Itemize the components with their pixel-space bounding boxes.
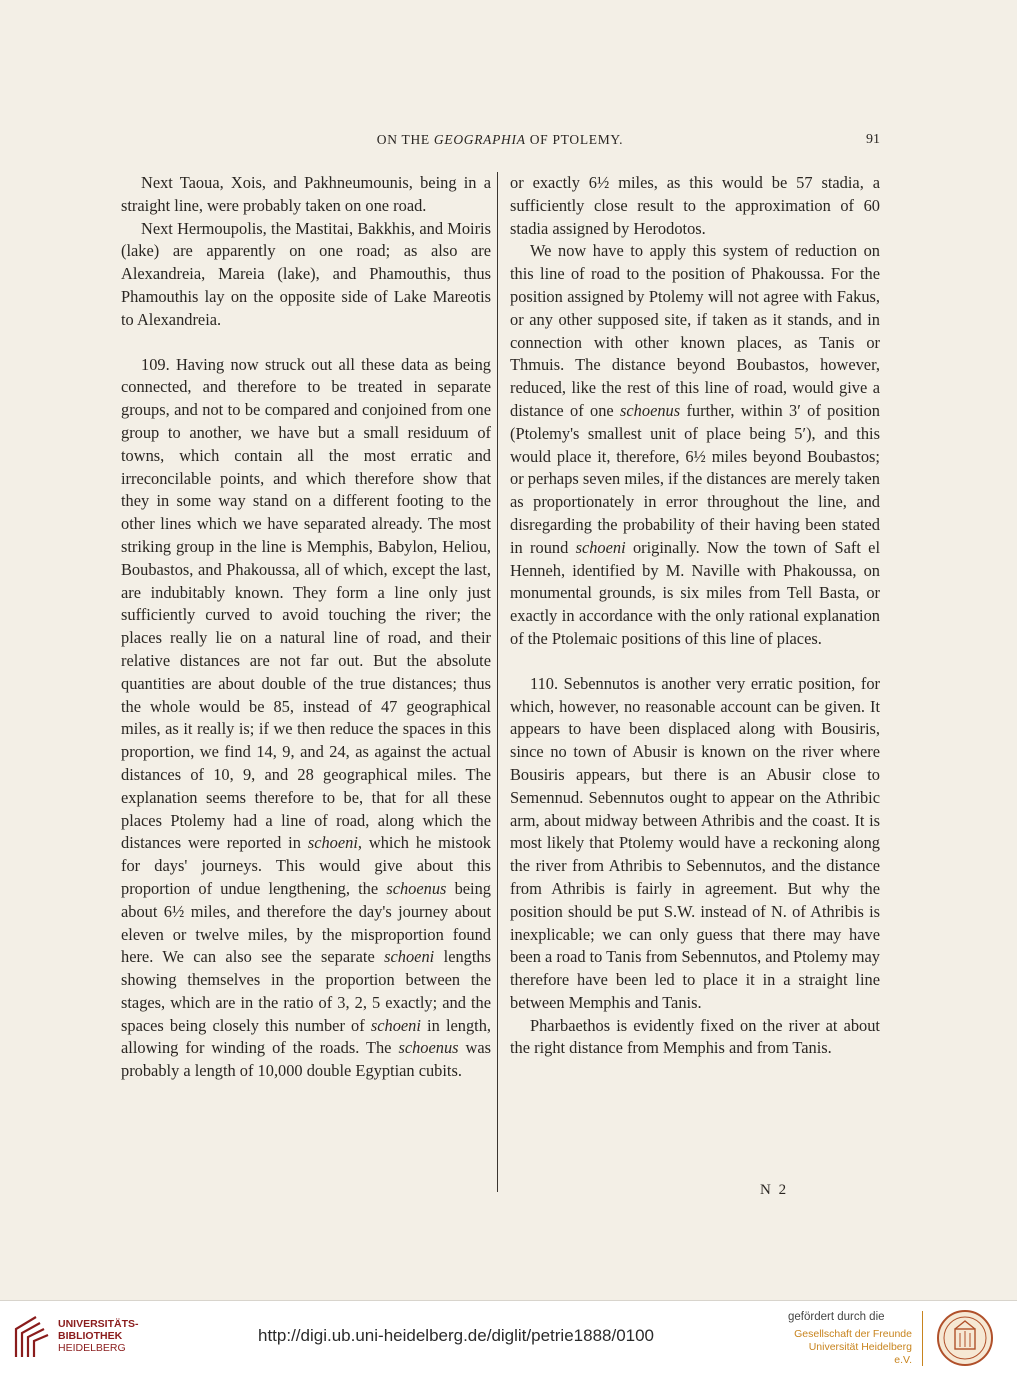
text-run: further, within 3′ of position (Ptolemy's smallest unit of place being 5′), and this would place it, therefore, 6½ miles beyond Boubastos; or perhaps seven miles, if the distances are merely taken as proportionately in error throughout the line, and disregarding the probability of their having been stated in round — [510, 400, 880, 557]
paragraph-continuation: or exactly 6½ miles, as this would be 57 stadia, a sufficiently close result to the approximation of 60 stadia assigned by Herodotos. — [510, 173, 880, 238]
running-title-pre: ON THE — [376, 132, 434, 147]
text-run: being about 6½ miles, and therefore the day's journey about eleven or twelve miles, by the misproportion found here. We can also see the separate — [121, 878, 491, 967]
sponsor-line: Gesellschaft der Freunde — [794, 1328, 912, 1340]
text-run: in length, allowing for winding of the roads. The — [121, 1015, 492, 1058]
library-name-line: HEIDELBERG — [58, 1342, 126, 1354]
running-title — [120, 132, 880, 148]
column-divider — [497, 172, 498, 1192]
italic-term: schoenus — [398, 1038, 459, 1058]
paragraph-pharbaethos: Pharbaethos is evidently fixed on the river at about the right distance from Memphis and from Tanis. — [510, 1015, 880, 1058]
page-number: 91 — [866, 132, 880, 147]
footer-bar — [0, 1300, 1017, 1374]
paragraph-109 — [121, 354, 491, 1084]
running-title-post: OF PTOLEMY. — [525, 132, 624, 147]
paragraph-phakoussa — [510, 240, 880, 650]
italic-term: schoeni — [384, 947, 435, 967]
library-name-line: BIBLIOTHEK — [58, 1330, 123, 1342]
italic-term: schoenus — [620, 400, 681, 420]
text-run: was probably a length of 10,000 double Egyptian cubits. — [121, 1038, 491, 1081]
running-title-italic: GEOGRAPHIA — [433, 132, 526, 147]
italic-term: schoeni — [575, 537, 626, 557]
permalink-url[interactable]: http://digi.ub.uni-heidelberg.de/diglit/petrie1888/0100 — [258, 1326, 655, 1345]
library-logo-icon[interactable] — [12, 1315, 52, 1359]
text-run: 109. Having now struck out all these data as being connected, and therefore to be treated in separate groups, and not to be compared and conjoined from one group to another, we have but a small residuum of towns, which contain all the most erratic and irreconcilable points, and which therefore show that they in some way stand on a different footing to the other lines which we have separated already. The most striking group in the line is Memphis, Babylon, Heliou, Boubastos, and Phakoussa, all of which, except the last, are indubitably known. They form a line only just sufficiently curved to avoid touching the river; the places really lie on a natural line of road, and their relative distances are not far out. But the absolute quantities are about double of the true distances; thus the whole would be 85, instead of 47 geographical miles, as it really is; if we then reduce the spaces in this proportion, we find 14, 9, and 24, as against the actual distances of 10, 9, and 28 geographical miles. The explanation seems therefore to be, that for all these places Ptolemy had a line of road, along which the distances were reported in — [121, 354, 491, 853]
sponsor-lead: gefördert durch die — [788, 1311, 885, 1323]
running-head — [120, 132, 880, 154]
signature-mark: N 2 — [760, 1182, 789, 1198]
italic-term: schoenus — [386, 878, 447, 898]
university-seal-icon[interactable] — [936, 1309, 994, 1367]
left-column — [121, 172, 491, 1083]
text-run: lengths showing themselves in the proportion between the stages, which are in the ratio of 3, 2, 5 exactly; and the spaces being closely this number of — [121, 947, 491, 1035]
text-run: , which he mistook for days' journeys. This would give about this proportion of undue lengthening, the — [121, 833, 492, 898]
right-column — [510, 172, 880, 1060]
paragraph-110: 110. Sebennutos is another very erratic position, for which, however, no reasonable account can be given. It appears to have been displaced along with Bousiris, since no town of Abusir is known on the river where Bousiris appears, but there is an Abusir close to Semennud. Sebennutos ought to appear on the Athribic arm, about midway between Athribis and the coast. It is most likely that Ptolemy would have a reckoning along the river from Athribis to Sebennutos, and the distance from Athribis is fairly in agreement. But why the position should be put S.W. instead of N. of Athribis is inexplicable; we can only guess that there may have been a road to Tanis from Sebennutos, and Ptolemy may therefore have been led to place it in a straight line between Memphis and Tanis. — [510, 673, 880, 1012]
library-name[interactable] — [58, 1318, 139, 1354]
italic-term: schoeni — [307, 833, 358, 853]
text-run: We now have to apply this system of reduction on this line of road to the position of Phakoussa. For the position assigned by Ptolemy will not agree with Fakus, or any other supposed site, if taken as it stands, and in connection with other known places, as Tanis or Thmuis. The distance beyond Boubastos, however, reduced, like the rest of this line of road, would give a distance of one — [510, 241, 880, 420]
sponsor-line: Universität Heidelberg e.V. — [808, 1341, 912, 1366]
text-run: originally. Now the town of Saft el Henneh, identified by M. Naville with Phakoussa, on monumental grounds, is six miles from Tell Basta, or exactly in accordance with the only rational explanation of the Ptolemaic positions of this line of places. — [510, 537, 880, 648]
sponsor-name[interactable] — [790, 1328, 912, 1367]
paragraph-hermoupolis: Next Hermoupolis, the Mastitai, Bakkhis, and Moiris (lake) are apparently on one road; as also are Alexandreia, Mareia (lake), and Phamouthis, thus Phamouthis lay on the opposite side of Lake Mareotis to Alexandreia. — [121, 218, 491, 329]
paragraph-taoua: Next Taoua, Xois, and Pakhneumounis, being in a straight line, were probably taken on one road. — [121, 173, 491, 215]
italic-term: schoeni — [370, 1015, 421, 1035]
sponsor-divider — [922, 1311, 923, 1366]
library-name-line: UNIVERSITÄTS- — [58, 1318, 139, 1330]
